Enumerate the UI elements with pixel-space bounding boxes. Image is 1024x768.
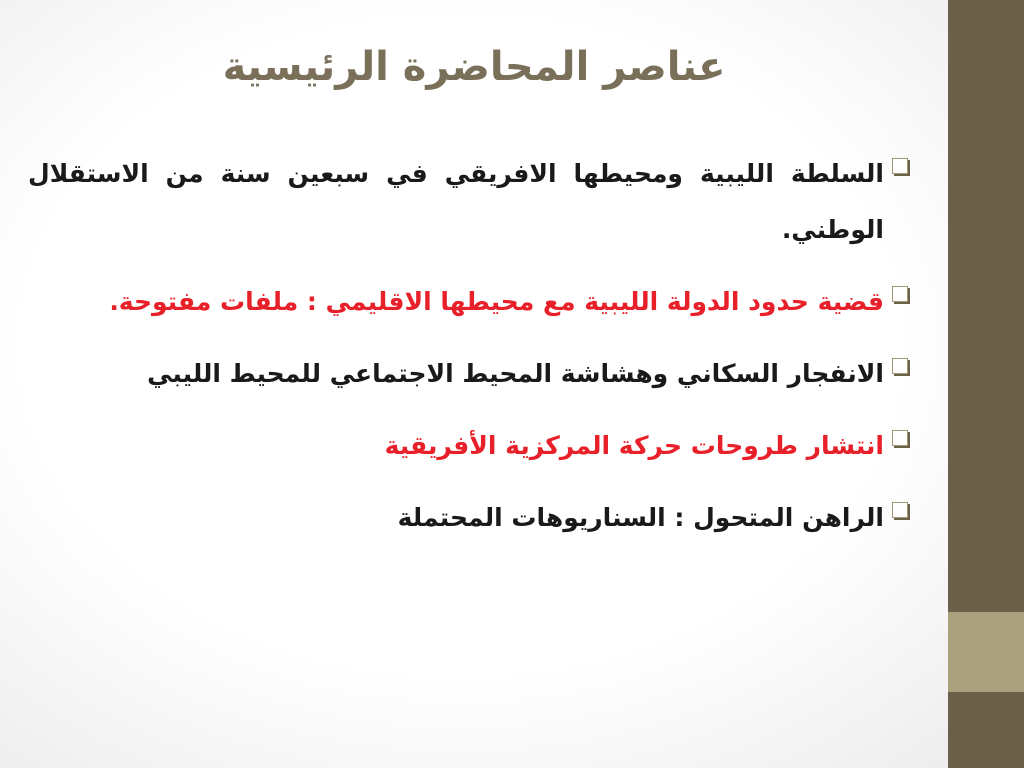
bullet-text: السلطة الليبية ومحيطها الافريقي في سبعين سنة من الاستقلال الوطني. [28,159,884,244]
bullet-item [28,418,908,474]
square-checkbox-icon [892,502,908,518]
square-checkbox-icon [892,158,908,174]
bullet-item [28,490,908,546]
slide-title: عناصر المحاضرة الرئيسية [222,44,726,90]
sidebar-accent-block [948,612,1024,692]
bullet-item [28,274,908,330]
bullet-list [28,146,908,562]
bullet-text: الراهن المتحول : السناريوهات المحتملة [397,503,884,532]
square-checkbox-icon [892,286,908,302]
bullet-text: قضية حدود الدولة الليبية مع محيطها الاقليمي : ملفات مفتوحة. [109,287,884,316]
bullet-item [28,346,908,402]
bullet-text: الانفجار السكاني وهشاشة المحيط الاجتماعي للمحيط الليبي [147,359,884,388]
square-checkbox-icon [892,430,908,446]
square-checkbox-icon [892,358,908,374]
bullet-text: انتشار طروحات حركة المركزية الأفريقية [384,431,884,460]
bullet-item [28,146,908,258]
